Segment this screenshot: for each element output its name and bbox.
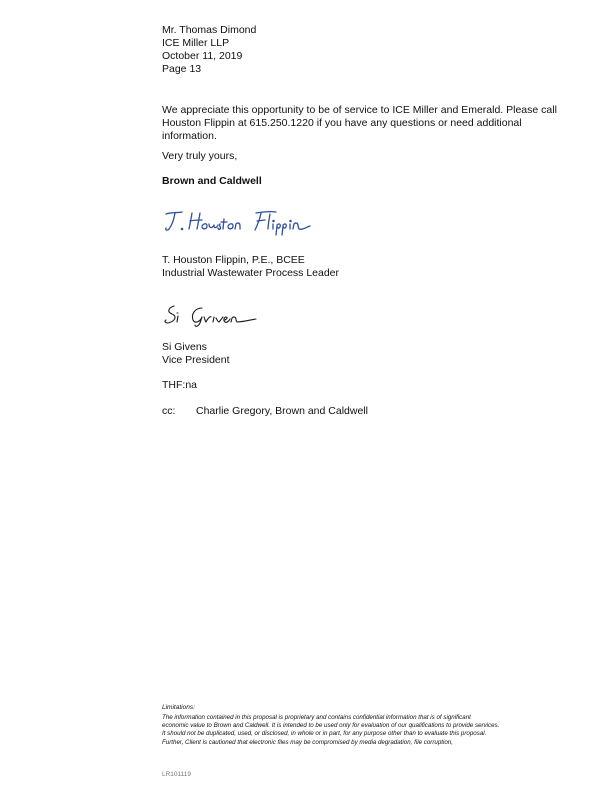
closing-salutation: Very truly yours, — [162, 150, 238, 162]
limitations-text — [162, 714, 572, 747]
limitations-line: economic value to Brown and Caldwell. It is intended to be used only for evaluation of our qualifications to provide services. — [162, 722, 500, 730]
limitations-line: The information contained in this proposal is proprietary and contains confidential information that is of significant — [162, 714, 471, 721]
recipient-firm: ICE Miller LLP — [162, 37, 230, 49]
cc-label: cc: — [162, 405, 176, 417]
signature-givens — [162, 300, 272, 328]
page-number: Page 13 — [162, 63, 202, 75]
reference-initials: THF:na — [162, 379, 198, 391]
signatory-2-title: Vice President — [162, 354, 230, 366]
signature-flippin — [162, 204, 332, 236]
letter-date: October 11, 2019 — [162, 50, 243, 62]
signatory-1-title: Industrial Wastewater Process Leader — [162, 267, 340, 279]
limitations-line: It should not be duplicated, used, or disclosed, in whole or in part, for any purpose other than to evaluate this proposal. — [162, 730, 487, 738]
signatory-1-name: T. Houston Flippin, P.E., BCEE — [162, 254, 305, 266]
company-name: Brown and Caldwell — [162, 175, 262, 187]
document-code: LR101119 — [162, 771, 192, 778]
recipient-name: Mr. Thomas Dimond — [162, 24, 257, 36]
cc-recipient: Charlie Gregory, Brown and Caldwell — [196, 405, 368, 417]
limitations-title: Limitations: — [162, 704, 195, 711]
limitations-line: Further, Client is cautioned that electronic files may be compromised by media degradation, file corruption, — [162, 738, 453, 746]
signatory-2-name: Si Givens — [162, 341, 207, 353]
body-paragraph: We appreciate this opportunity to be of service to ICE Miller and Emerald. Please call Houston Flippin at 615.250.1220 if you have any questions or need additional information. — [162, 104, 557, 142]
